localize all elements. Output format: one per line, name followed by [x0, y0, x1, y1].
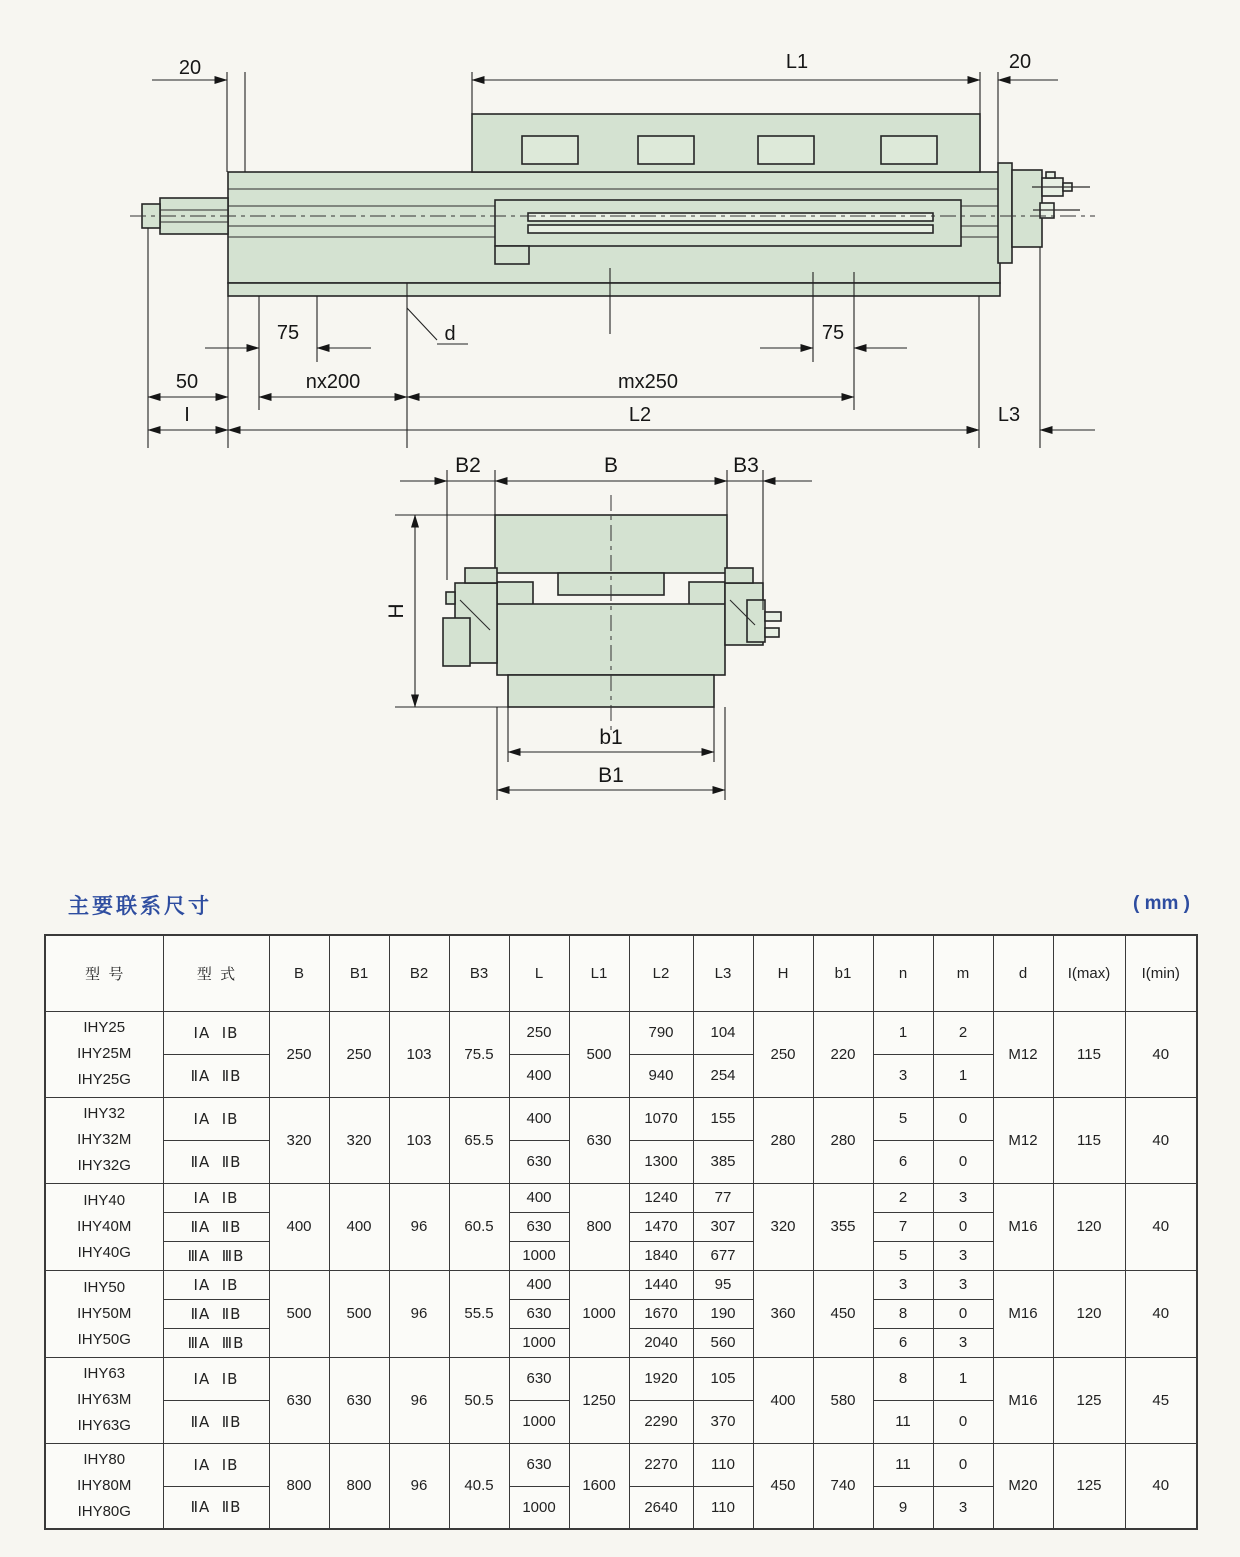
spec-cell: 254	[693, 1054, 753, 1097]
spec-cell: 500	[329, 1270, 389, 1357]
spec-cell: 307	[693, 1212, 753, 1241]
spec-cell: 320	[753, 1183, 813, 1270]
model-cell	[45, 1270, 163, 1357]
slot-upper	[528, 213, 933, 221]
spec-cell: 940	[629, 1054, 693, 1097]
spec-cell: 60.5	[449, 1183, 509, 1270]
spec-cell: 3	[933, 1241, 993, 1270]
model-name: IHY32M	[77, 1131, 132, 1148]
spec-cell: 1300	[629, 1140, 693, 1183]
section-wing-left-tab	[446, 592, 455, 604]
spec-cell: M16	[993, 1183, 1053, 1270]
spec-cell: 320	[269, 1097, 329, 1183]
spec-cell: 2	[933, 1011, 993, 1054]
dim-label-75-left: 75	[276, 322, 300, 344]
spec-cell: 40	[1125, 1443, 1197, 1529]
spec-cell: 0	[933, 1299, 993, 1328]
spec-cell: 250	[269, 1011, 329, 1097]
dim-label-L1: L1	[785, 51, 809, 73]
spec-cell: M20	[993, 1443, 1053, 1529]
type-cell: ⅠA ⅠB	[163, 1011, 269, 1054]
spec-cell: 6	[873, 1328, 933, 1357]
spec-cell: 1000	[509, 1400, 569, 1443]
spec-cell: 0	[933, 1097, 993, 1140]
dim-label-B1: B1	[598, 764, 624, 787]
dim-label-50: 50	[175, 371, 199, 393]
spec-cell: 580	[813, 1357, 873, 1443]
type-cell: ⅢA ⅢB	[163, 1241, 269, 1270]
section-base-cheek-left	[497, 582, 533, 606]
spec-cell: 370	[693, 1400, 753, 1443]
column-header: B2	[389, 935, 449, 1011]
spec-cell: 9	[873, 1486, 933, 1529]
spec-cell: 3	[873, 1270, 933, 1299]
spec-cell: 40	[1125, 1097, 1197, 1183]
spec-cell: 2640	[629, 1486, 693, 1529]
type-cell: ⅠA ⅠB	[163, 1443, 269, 1486]
carriage-window	[522, 136, 578, 164]
spec-row	[45, 1357, 1197, 1400]
section-wing-right-block	[747, 600, 765, 642]
end-cap	[1012, 170, 1042, 247]
type-cell: ⅠA ⅠB	[163, 1357, 269, 1400]
model-name: IHY50M	[77, 1304, 132, 1322]
dim-label-20-left: 20	[178, 57, 202, 79]
spec-row	[45, 1097, 1197, 1140]
spec-cell: 385	[693, 1140, 753, 1183]
spec-cell: 630	[509, 1140, 569, 1183]
spec-cell: 7	[873, 1212, 933, 1241]
model-cell	[45, 1011, 163, 1097]
spec-cell: 96	[389, 1357, 449, 1443]
spec-cell: 5	[873, 1097, 933, 1140]
spec-cell: 320	[329, 1097, 389, 1183]
model-name: IHY25M	[77, 1045, 132, 1062]
spec-cell: 677	[693, 1241, 753, 1270]
model-name: IHY63M	[77, 1391, 132, 1408]
model-name: IHY40G	[77, 1243, 131, 1261]
model-name: IHY25	[83, 1019, 126, 1036]
spec-cell: 250	[509, 1011, 569, 1054]
section-wing-left-hook	[465, 568, 497, 583]
model-name: IHY25G	[77, 1071, 131, 1088]
model-cell	[45, 1183, 163, 1270]
column-header: I(min)	[1125, 935, 1197, 1011]
spec-cell: 125	[1053, 1357, 1125, 1443]
spec-cell: 95	[693, 1270, 753, 1299]
spec-row	[45, 1183, 1197, 1212]
column-header: n	[873, 935, 933, 1011]
spec-cell: 630	[329, 1357, 389, 1443]
slider-slot-block	[495, 200, 961, 246]
spec-cell: 250	[329, 1011, 389, 1097]
model-name: IHY40M	[77, 1217, 132, 1235]
column-header: L2	[629, 935, 693, 1011]
dim-label-mx250: mx250	[617, 371, 679, 393]
model-name: IHY80	[83, 1450, 126, 1468]
spec-cell: 75.5	[449, 1011, 509, 1097]
spec-cell: 630	[569, 1097, 629, 1183]
spec-cell: 96	[389, 1183, 449, 1270]
spec-cell: 2270	[629, 1443, 693, 1486]
spec-cell: 120	[1053, 1183, 1125, 1270]
section-base-cheek-right	[689, 582, 725, 606]
spec-cell: 3	[933, 1328, 993, 1357]
spec-cell: 1070	[629, 1097, 693, 1140]
spec-cell: 400	[329, 1183, 389, 1270]
carriage-window	[638, 136, 694, 164]
spec-cell: 1	[873, 1011, 933, 1054]
spec-cell: 115	[1053, 1011, 1125, 1097]
spec-cell: 40	[1125, 1011, 1197, 1097]
spec-cell: 1670	[629, 1299, 693, 1328]
spec-cell: 11	[873, 1443, 933, 1486]
column-header: b1	[813, 935, 873, 1011]
section-wing-right-hook	[725, 568, 753, 583]
column-header: B	[269, 935, 329, 1011]
spec-cell: 400	[269, 1183, 329, 1270]
spec-cell: 2290	[629, 1400, 693, 1443]
spec-table	[44, 934, 1198, 1530]
side-view	[130, 51, 1095, 448]
model-name: IHY32	[83, 1105, 126, 1122]
spec-cell: 1240	[629, 1183, 693, 1212]
spec-cell: 250	[753, 1011, 813, 1097]
spec-cell: 105	[693, 1357, 753, 1400]
model-name: IHY63	[83, 1365, 126, 1382]
dim-label-d: d	[444, 323, 456, 345]
spec-cell: 1470	[629, 1212, 693, 1241]
spec-cell: 800	[329, 1443, 389, 1529]
spec-cell: 2	[873, 1183, 933, 1212]
spec-cell: 400	[509, 1183, 569, 1212]
dim-label-B2: B2	[455, 454, 481, 477]
spec-cell: 630	[509, 1212, 569, 1241]
spec-cell: 65.5	[449, 1097, 509, 1183]
dim-label-20-right: 20	[1008, 51, 1032, 73]
spec-cell: 155	[693, 1097, 753, 1140]
base-plate	[228, 283, 1000, 296]
spec-cell: 630	[269, 1357, 329, 1443]
spec-cell: 280	[813, 1097, 873, 1183]
header-row	[45, 935, 1197, 1011]
spec-cell: M12	[993, 1097, 1053, 1183]
spec-cell: 5	[873, 1241, 933, 1270]
type-cell: ⅡA ⅡB	[163, 1212, 269, 1241]
type-cell: ⅡA ⅡB	[163, 1299, 269, 1328]
model-name: IHY63G	[77, 1417, 131, 1434]
dim-label-b1: b1	[599, 726, 623, 749]
type-cell: ⅡA ⅡB	[163, 1140, 269, 1183]
spec-table-section	[44, 884, 1196, 1530]
spec-cell: 190	[693, 1299, 753, 1328]
spec-cell: 50.5	[449, 1357, 509, 1443]
dim-label-H: H	[385, 603, 408, 619]
spec-cell: 1920	[629, 1357, 693, 1400]
spec-cell: 103	[389, 1011, 449, 1097]
spec-row	[45, 1270, 1197, 1299]
spec-cell: 1440	[629, 1270, 693, 1299]
type-cell: ⅡA ⅡB	[163, 1486, 269, 1529]
slider-foot	[495, 246, 529, 264]
section-pin-lower	[765, 628, 779, 637]
model-name: IHY50	[83, 1278, 126, 1296]
spec-cell: 110	[693, 1486, 753, 1529]
dim-label-I: I	[184, 404, 190, 426]
column-header: L3	[693, 935, 753, 1011]
spec-cell: 125	[1053, 1443, 1125, 1529]
spec-cell: 1000	[509, 1486, 569, 1529]
spec-cell: 77	[693, 1183, 753, 1212]
model-cell	[45, 1443, 163, 1529]
spec-cell: 0	[933, 1400, 993, 1443]
spec-cell: 1000	[509, 1328, 569, 1357]
model-cell	[45, 1097, 163, 1183]
table-title: 主要联系尺寸	[68, 895, 212, 918]
slot-lower	[528, 225, 933, 233]
model-name: IHY40	[83, 1191, 126, 1209]
table-caption-row	[44, 884, 1196, 934]
type-cell: ⅠA ⅠB	[163, 1270, 269, 1299]
spec-cell: 355	[813, 1183, 873, 1270]
spec-cell: 104	[693, 1011, 753, 1054]
spec-cell: 120	[1053, 1270, 1125, 1357]
spec-cell: 800	[569, 1183, 629, 1270]
spec-cell: 96	[389, 1443, 449, 1529]
spec-cell: 500	[569, 1011, 629, 1097]
carriage-window	[881, 136, 937, 164]
spec-cell: 1250	[569, 1357, 629, 1443]
column-header: L	[509, 935, 569, 1011]
type-cell: ⅠA ⅠB	[163, 1097, 269, 1140]
spec-cell: 790	[629, 1011, 693, 1054]
spec-cell: 400	[509, 1270, 569, 1299]
spec-cell: 96	[389, 1270, 449, 1357]
spec-cell: 1000	[569, 1270, 629, 1357]
spec-cell: 450	[753, 1443, 813, 1529]
type-cell: ⅡA ⅡB	[163, 1400, 269, 1443]
model-name: IHY50G	[77, 1330, 131, 1348]
spec-cell: 40	[1125, 1183, 1197, 1270]
spec-row	[45, 1443, 1197, 1486]
type-cell: ⅠA ⅠB	[163, 1183, 269, 1212]
column-header: d	[993, 935, 1053, 1011]
spec-cell: 400	[509, 1054, 569, 1097]
spec-cell: 0	[933, 1443, 993, 1486]
spec-row	[45, 1011, 1197, 1054]
spec-cell: 40.5	[449, 1443, 509, 1529]
unit-label: ( mm )	[1133, 893, 1190, 914]
type-cell: ⅡA ⅡB	[163, 1054, 269, 1097]
column-header: m	[933, 935, 993, 1011]
column-header: 型 式	[163, 935, 269, 1011]
spec-cell: 103	[389, 1097, 449, 1183]
column-header: I(max)	[1053, 935, 1125, 1011]
spec-cell: 3	[933, 1270, 993, 1299]
terminal-nub	[1046, 172, 1055, 178]
spec-cell: 55.5	[449, 1270, 509, 1357]
spec-cell: 115	[1053, 1097, 1125, 1183]
dim-label-B: B	[603, 454, 619, 477]
spec-cell: 400	[509, 1097, 569, 1140]
spec-cell: 630	[509, 1299, 569, 1328]
spec-cell: 400	[753, 1357, 813, 1443]
spec-cell: 630	[509, 1443, 569, 1486]
spec-cell: 560	[693, 1328, 753, 1357]
spec-cell: 280	[753, 1097, 813, 1183]
end-plate	[998, 163, 1012, 263]
dim-label-L2: L2	[628, 404, 652, 426]
dim-label-L3: L3	[997, 404, 1021, 426]
spec-cell: 0	[933, 1140, 993, 1183]
spec-cell: M16	[993, 1270, 1053, 1357]
spec-cell: 8	[873, 1299, 933, 1328]
spec-cell: 2040	[629, 1328, 693, 1357]
spec-cell: 630	[509, 1357, 569, 1400]
spec-cell: 11	[873, 1400, 933, 1443]
spec-cell: 3	[873, 1054, 933, 1097]
type-cell: ⅢA ⅢB	[163, 1328, 269, 1357]
spec-cell: 1	[933, 1357, 993, 1400]
section-view	[385, 454, 812, 800]
section-wing-left-block	[443, 618, 470, 666]
spec-cell: 450	[813, 1270, 873, 1357]
column-header: B3	[449, 935, 509, 1011]
dim-label-B3: B3	[733, 454, 759, 477]
spec-cell: 40	[1125, 1270, 1197, 1357]
spec-cell: M12	[993, 1011, 1053, 1097]
spec-cell: 3	[933, 1183, 993, 1212]
spec-cell: 110	[693, 1443, 753, 1486]
spec-cell: 740	[813, 1443, 873, 1529]
spec-cell: 6	[873, 1140, 933, 1183]
model-name: IHY80M	[77, 1476, 132, 1494]
carriage-window	[758, 136, 814, 164]
column-header: B1	[329, 935, 389, 1011]
spec-cell: 1840	[629, 1241, 693, 1270]
spec-cell: 220	[813, 1011, 873, 1097]
spec-cell: 800	[269, 1443, 329, 1529]
spec-cell: 0	[933, 1212, 993, 1241]
column-header: H	[753, 935, 813, 1011]
spec-cell: 1000	[509, 1241, 569, 1270]
spec-cell: 3	[933, 1486, 993, 1529]
column-header: L1	[569, 935, 629, 1011]
spec-cell: 45	[1125, 1357, 1197, 1443]
spec-cell: 8	[873, 1357, 933, 1400]
spec-cell: 500	[269, 1270, 329, 1357]
section-pin-upper	[765, 612, 781, 621]
dim-label-75-right: 75	[821, 322, 845, 344]
spec-cell: M16	[993, 1357, 1053, 1443]
spec-cell: 360	[753, 1270, 813, 1357]
model-cell	[45, 1357, 163, 1443]
spec-table-body	[45, 1011, 1197, 1529]
spec-cell: 1	[933, 1054, 993, 1097]
dim-label-nx200: nx200	[305, 371, 361, 393]
column-header: 型 号	[45, 935, 163, 1011]
model-name: IHY32G	[77, 1157, 131, 1174]
model-name: IHY80G	[77, 1502, 131, 1520]
spec-cell: 1600	[569, 1443, 629, 1529]
